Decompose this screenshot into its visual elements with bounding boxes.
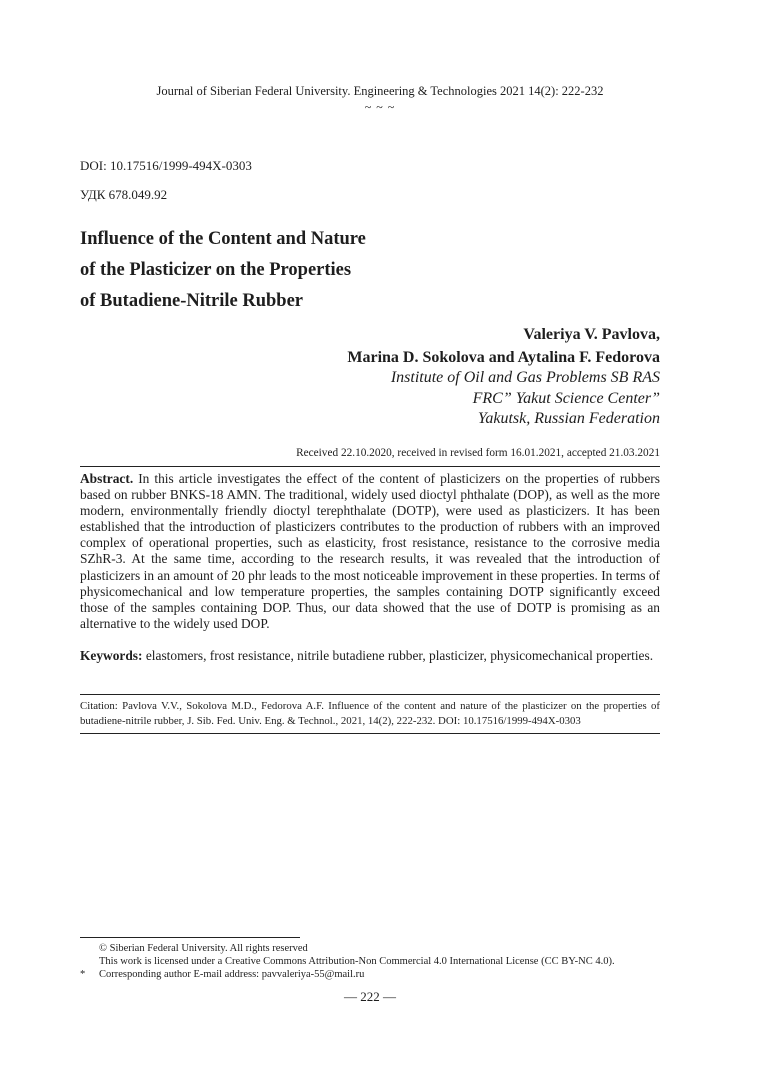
divider	[80, 733, 660, 734]
abstract	[80, 471, 660, 632]
citation: Citation: Pavlova V.V., Sokolova M.D., Fedorova A.F. Influence of the content and nature of the plasticizer on the properties of butadiene-nitrile rubber, J. Sib. Fed. Univ. Eng. & Technol., 2021, 14(2), 222-232. DOI: 10.17516/1999-494X-0303	[80, 700, 660, 727]
affiliation	[391, 368, 660, 430]
received-dates: Received 22.10.2020, received in revised form 16.01.2021, accepted 21.03.2021	[296, 447, 660, 459]
license-footnote: This work is licensed under a Creative Commons Attribution-Non Commercial 4.0 International License (CC BY-NC 4.0).	[99, 956, 615, 967]
corresponding-author-email: Corresponding author E-mail address: pavvaleriya-55@mail.ru	[99, 969, 365, 980]
doi: DOI: 10.17516/1999-494X-0303	[80, 158, 252, 173]
keywords-label: Keywords:	[80, 648, 143, 663]
divider	[80, 466, 660, 467]
copyright-footnote: © Siberian Federal University. All rights reserved	[99, 943, 308, 954]
abstract-label: Abstract.	[80, 471, 134, 486]
title-line: of Butadiene-Nitrile Rubber	[80, 291, 304, 311]
header-separator: ~ ~ ~	[364, 100, 396, 114]
affiliation-line: Institute of Oil and Gas Problems SB RAS	[390, 369, 660, 386]
journal-header: Journal of Siberian Federal University. Engineering & Technologies 2021 14(2): 222-232	[156, 84, 604, 98]
divider	[80, 694, 660, 695]
abstract-text: In this article investigates the effect of the content of plasticizers on the properties of rubbers based on rubber BNKS-18 AMN. The traditional, widely used dioctyl phthalate (DOP), as well as the more modern, environmentally friendly dioctyl terephthalate (DOTP), were used as plasticizers. It has been established that the introduction of plasticizers contributes to the production of rubbers with an improved complex of operational properties, such as elasticity, frost resistance, resistance to the corrosive media SZhR-3. At the same time, according to the research results, it was revealed that the introduction of plasticizers in an amount of 20 phr leads to the most noticeable improvement in these properties. In terms of physicomechanical and low temperature properties, the samples containing DOTP significantly exceed those of the samples containing DOP. Thus, our data showed that the use of DOTP is promising as an alternative to the widely used DOP.	[80, 471, 660, 631]
article-title	[80, 224, 366, 317]
keywords-text: elastomers, frost resistance, nitrile butadiene rubber, plasticizer, physicomechanical properties.	[145, 648, 654, 663]
authors	[347, 323, 660, 369]
author-line: Valeriya V. Pavlova,	[523, 326, 660, 343]
affiliation-line: Yakutsk, Russian Federation	[477, 410, 660, 427]
page-number: — 222 —	[344, 989, 396, 1004]
footnote-marker: *	[80, 969, 86, 980]
footnote-divider	[80, 937, 300, 938]
title-line: Influence of the Content and Nature	[80, 229, 366, 249]
affiliation-line: FRC” Yakut Science Center”	[472, 389, 660, 407]
keywords	[80, 648, 660, 664]
udk-code: УДК 678.049.92	[80, 187, 168, 202]
author-line: Marina D. Sokolova and Aytalina F. Fedorova	[347, 349, 660, 366]
title-line: of the Plasticizer on the Properties	[80, 260, 352, 280]
